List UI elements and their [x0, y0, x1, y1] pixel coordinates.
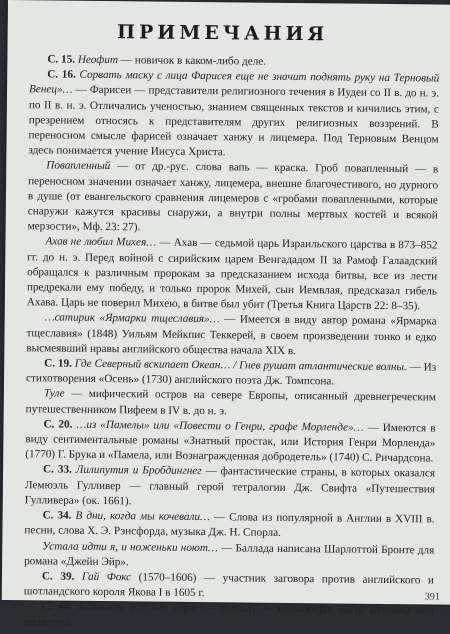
note-text: — новичок в каком-либо деле.	[117, 54, 267, 68]
note-text: — Имеются в виду сентиментальные романы «Знатный простак, или История Генри Морленда» (1770) Г. Брука и «Памела, или Вознагражденная добродетель» (1740) С. Ричардсона.	[25, 421, 436, 465]
note-term: Капитель	[78, 601, 126, 614]
note-term: Повапленный	[46, 159, 111, 173]
note-text: — Слова из популярной в Англии в XVIII в. песни, слова Х. Э. Рэнсфорда, музыка Дж. Н. Спорла.	[24, 511, 435, 540]
note-text: — от др.-рус. слова вапь — краска. Гроб повапленный — в переносном значении означает ханжу, лицемера, внешне благочестивого, но дурного в душе (от евангельского сравнения лицемеров с «гробами повапленными, которые снаружи кажутся красивы снаружи, а внутри полны мертвых костей и всякой мерзости», Мф. 23: 27).	[27, 160, 439, 234]
note-paragraph	[25, 417, 435, 467]
note-term: …сатирик «Ярмарки тщеславия»…	[44, 311, 220, 326]
note-term: Где Северный вскипает Океан… / Гнев рушат атлантические волны.	[74, 357, 407, 374]
note-ref: С. 34.	[42, 509, 72, 522]
notes-body	[23, 52, 439, 634]
note-ref: С. 16.	[47, 68, 76, 81]
note-ref: С. 15.	[47, 53, 76, 66]
note-paragraph	[24, 569, 434, 604]
note-term: Устала идти я, и ноженьки ноют…	[42, 539, 218, 554]
note-text: (1570–1606) — участник заговора против английского и шотландского короля Якова I в 1605 г.	[23, 571, 435, 600]
note-paragraph	[25, 463, 435, 513]
note-term: Неофит	[77, 53, 119, 67]
note-term: В дни, когда мы кочевали…	[75, 509, 211, 524]
note-paragraph	[26, 356, 436, 391]
note-text: — мифический остров на севере Европы, описанный древнегреческим путешественником Пифеем в IV в. до н. э.	[25, 388, 436, 417]
page-title: ПРИМЕЧАНИЯ	[116, 21, 329, 46]
note-paragraph	[27, 235, 438, 315]
note-term: …из «Памелы» или «Повести о Генри, графе Морленде»…	[76, 418, 364, 434]
note-paragraph	[28, 159, 439, 239]
note-text: — Баллада написана Шарлоттой Бронте для романа «Джейн Эйр».	[24, 541, 435, 568]
note-paragraph	[24, 508, 434, 543]
note-text: — Имеется в виду автор романа «Ярмарка тщеславия» (1848) Уильям Мейкпис Теккерей, в своем произведении тонко и едко высмеявший нравы английского общества начала XIX в.	[26, 313, 437, 357]
note-ref: С. 44.	[41, 600, 73, 614]
note-ref: С. 19.	[44, 357, 72, 370]
note-paragraph	[26, 311, 436, 361]
note-ref: С. 20.	[43, 418, 73, 431]
book-page	[2, 0, 450, 629]
note-text: — Ахав — седьмой царь Израильского царства в 873–852 гг. до н. э. Перед войной с сирийским царем Венгададом II за Рамоф Галаадский обращался к различным пророкам за предсказанием исхода битвы, все из лести предрекали ему победу, и только пророк Михей, сын Иемвлая, предсказал гибель Ахава. Царь не поверил Михею, в битве был убит (Третья Книга Царств 22: 8–35).	[26, 237, 438, 313]
note-ref: С. 33.	[43, 463, 72, 477]
note-term: Сорвать маску с лица Фарисея еще не значит поднять руку на Терновый Венец»…	[28, 68, 440, 97]
note-text: — Из стихотворения «Осень» (1730) английского поэта Дж. Томпсона.	[25, 361, 437, 388]
note-term: Гай Фокс	[81, 570, 132, 584]
note-text: (от лат. caput — голова) — венчающая часть колонны или пилястры.	[23, 601, 434, 629]
note-paragraph	[28, 67, 439, 163]
note-paragraph	[26, 387, 436, 422]
note-term: Лилипутия и Бробдингнег	[75, 464, 202, 478]
page-number: 391	[424, 591, 440, 603]
note-term: Туле	[43, 387, 65, 401]
note-text: — фантастические страны, в которых оказался Лемюэль Гулливер — главный герой тетралогии Дж. Свифта «Путешествия Гулливера» (ок. 1661).	[24, 465, 436, 508]
note-text: — Фарисеи — представители религиозного течения в Иудеи со II в. до н. э. по II в. н. э. Отличались ученостью, знанием священных текстов и кичились этим, с презрением относясь к представителям других религиозных воззрений. В переносном смысле фарисей означает ханжу и лицемера. Под Терновым Венцом здесь понимается учение Иисуса Христа.	[28, 84, 440, 159]
note-term: Ахав не любил Михея…	[45, 235, 157, 250]
note-ref: С. 39.	[41, 570, 75, 583]
note-paragraph	[24, 539, 434, 574]
note-paragraph	[23, 600, 433, 634]
